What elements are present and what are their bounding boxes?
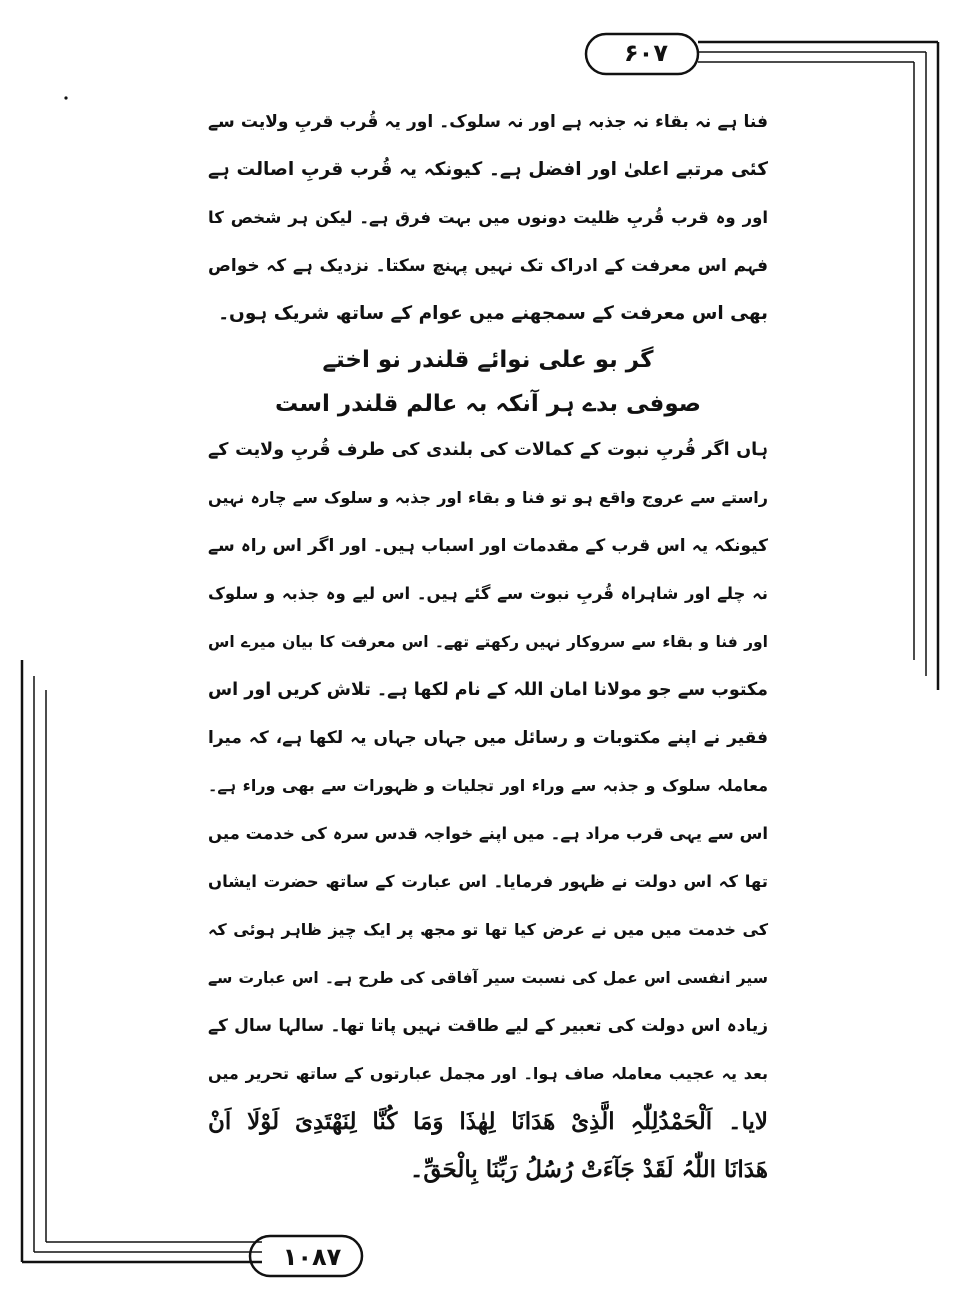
arabic-text-line: لایا۔ اَلْحَمْدُلِلّٰہِ الَّذِیْ ھَدَانَا لِھٰذَا وَمَا کُنَّا لِنَھْتَدِیَ لَوْلَا اَنْ (208, 1108, 768, 1135)
text-line: اور وہ قرب قُربِ ظلیت دونوں میں بہت فرق ہے۔ لیکن ہر شخص کا (208, 208, 768, 227)
text-line: فنا ہے نہ بقاء نہ جذبہ ہے اور نہ سلوک۔ اور یہ قُرب قربِ ولایت سے (208, 112, 768, 132)
text-line: فہم اس معرفت کے ادراک تک نہیں پہنچ سکتا۔ نزدیک ہے کہ خواص (208, 256, 768, 276)
verse-line: صوفی بدے ہر آنکہ بہ عالم قلندر است (275, 391, 701, 417)
top-page-number: ۶۰۷ (624, 39, 668, 67)
text-line: کیونکہ یہ اس قرب کے مقدمات اور اسباب ہیں۔ اور اگر اس راہ سے (208, 536, 768, 556)
text-line: کئی مرتبے اعلیٰ اور افضل ہے۔ کیونکہ یہ قُرب قربِ اصالت ہے (208, 159, 768, 180)
text-line: زیادہ اس دولت کی تعبیر کے لیے طاقت نہیں پاتا تھا۔ سالہا سال کے (208, 1016, 768, 1036)
bottom-page-number: ۱۰۸۷ (282, 1243, 342, 1271)
text-line: اس سے یہی قرب مراد ہے۔ میں اپنے خواجہ قدس سرہ کی خدمت میں (208, 824, 768, 843)
text-line: معاملہ سلوک و جذبہ سے وراء اور تجلیات و ظہورات سے بھی وراء ہے۔ (208, 776, 768, 795)
text-line: اور فنا و بقاء سے سروکار نہیں رکھتے تھے۔ اس معرفت کا بیان میرے اس (208, 633, 768, 651)
text-line: مکتوب سے جو مولانا امان اللہ کے نام لکھا ہے۔ تلاش کریں اور اس (208, 680, 768, 700)
text-line: بعد یہ عجیب معاملہ صاف ہوا۔ اور مجمل عبارتوں کے ساتھ تحریر میں (208, 1064, 768, 1083)
text-line: فقیر نے اپنے مکتوبات و رسائل میں جہاں جہاں یہ لکھا ہے، کہ میرا (208, 728, 768, 748)
text-line: نہ چلے اور شاہراہ قُربِ نبوت سے گئے ہیں۔ اس لیے وہ جذبہ و سلوک (208, 584, 768, 603)
text-line: تھا کہ اس دولت نے ظہور فرمایا۔ اس عبارت کے ساتھ حضرت ایشاں (208, 872, 768, 891)
body-text (208, 98, 768, 1194)
text-line: راستے سے عروج واقع ہو تو فنا و بقاء اور جذبہ و سلوک سے چارہ نہیں (208, 488, 768, 507)
text-line: بھی اس معرفت کے سمجھنے میں عوام کے ساتھ شریک ہوں۔ (218, 303, 768, 324)
arabic-text-line: ھَدَانَا اللّٰہُ لَقَدْ جَآءَتْ رُسُلُ رَبِّنَا بِالْحَقِّ۔ (409, 1156, 768, 1183)
text-line: سیر انفسی اس عمل کی نسبت سیر آفاقی کی طرح ہے۔ اس عبارت سے (208, 969, 768, 987)
verse-line: گر بو علی نوائے قلندر نو اختے (322, 347, 654, 373)
text-line: ہاں اگر قُربِ نبوت کے کمالات کی بلندی کی طرف قُربِ ولایت کے (208, 440, 768, 460)
text-line: کی خدمت میں میں نے عرض کیا تھا تو مجھ پر ایک چیز ظاہر ہوئی کہ (208, 920, 768, 939)
